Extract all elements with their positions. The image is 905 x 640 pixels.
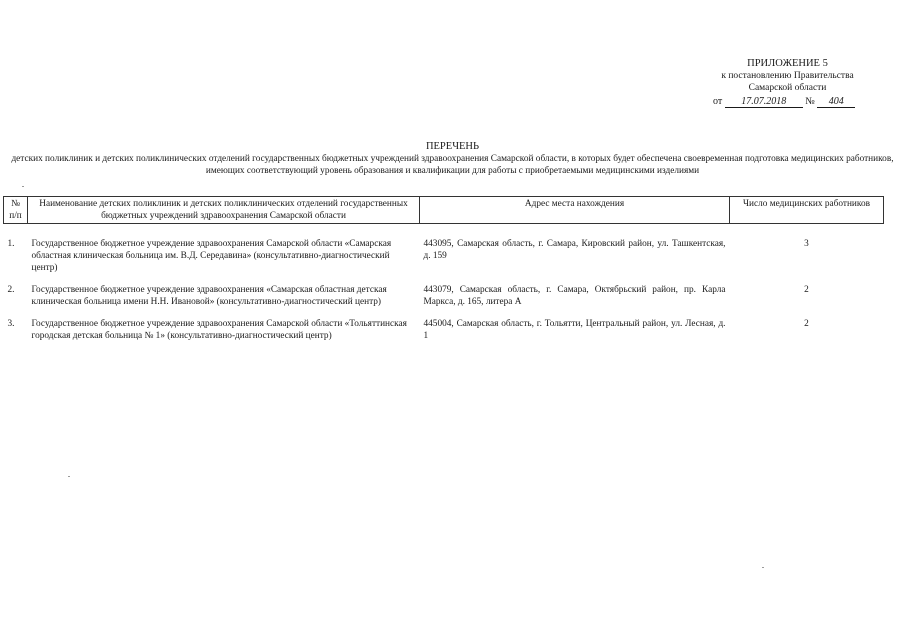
document-title: ПЕРЕЧЕНЬ: [425, 141, 480, 152]
decree-date-line: [713, 96, 873, 108]
row-count: 2: [804, 319, 809, 329]
appendix-title: ПРИЛОЖЕНИЕ 5: [747, 58, 828, 69]
table-row: [4, 224, 884, 275]
table-row: [4, 274, 884, 308]
row-address: 445004, Самарская область, г. Тольятти, Центральный район, ул. Лесная, д. 1: [423, 319, 726, 341]
decree-number: 404: [817, 96, 855, 108]
header-address: Адрес места нахождения: [420, 197, 730, 224]
appendix-line2: Самарской области: [748, 83, 827, 93]
appendix-line1: к постановлению Правительства: [721, 71, 854, 81]
header-count: Число медицинских работников: [730, 197, 884, 224]
scan-speck: [68, 476, 70, 477]
row-address: 443079, Самарская область, г. Самара, Октябрьский район, пр. Карла Маркса, д. 165, литера А: [423, 285, 726, 307]
number-label: №: [805, 96, 815, 107]
row-name: Государственное бюджетное учреждение здравоохранения Самарской области «Самарская областная клиническая больница им. В.Д. Середавина» (консультативно-диагностический центр): [31, 239, 392, 273]
row-num: 2.: [7, 285, 15, 295]
institutions-table: [3, 196, 884, 342]
row-count: 3: [804, 239, 809, 249]
row-num: 1.: [7, 239, 15, 249]
row-num: 3.: [7, 319, 15, 329]
document-subtitle: детских поликлиник и детских поликлинических отделений государственных бюджетных учреждений здравоохранения Самарской области, в которых будет обеспечена своевременная подготовка медицинских работников, имеющих соответствующий уровень образования и квалификации для работы с приобретаемыми медицинскими изделиями: [11, 154, 894, 176]
table-header-row: [4, 197, 884, 224]
row-address: 443095, Самарская область, г. Самара, Кировский район, ул. Ташкентская, д. 159: [423, 239, 726, 261]
row-name: Государственное бюджетное учреждение здравоохранения «Самарская областная детская клиническая больница имени Н.Н. Ивановой» (консультативно-диагностический центр): [31, 285, 387, 307]
decree-date: 17.07.2018: [725, 96, 803, 108]
scan-speck: [22, 186, 24, 187]
scan-speck: [762, 567, 764, 568]
table-row: [4, 308, 884, 342]
header-name: Наименование детских поликлиник и детских поликлинических отделений государственных бюджетных учреждений здравоохранения Самарской области: [28, 197, 420, 224]
from-label: от: [713, 96, 723, 107]
appendix-block: [700, 58, 875, 94]
header-num: № п/п: [4, 197, 28, 224]
row-name: Государственное бюджетное учреждение здравоохранения Самарской области «Тольяттинская городская детская больница № 1» (консультативно-диагностический центр): [31, 319, 407, 341]
row-count: 2: [804, 285, 809, 295]
